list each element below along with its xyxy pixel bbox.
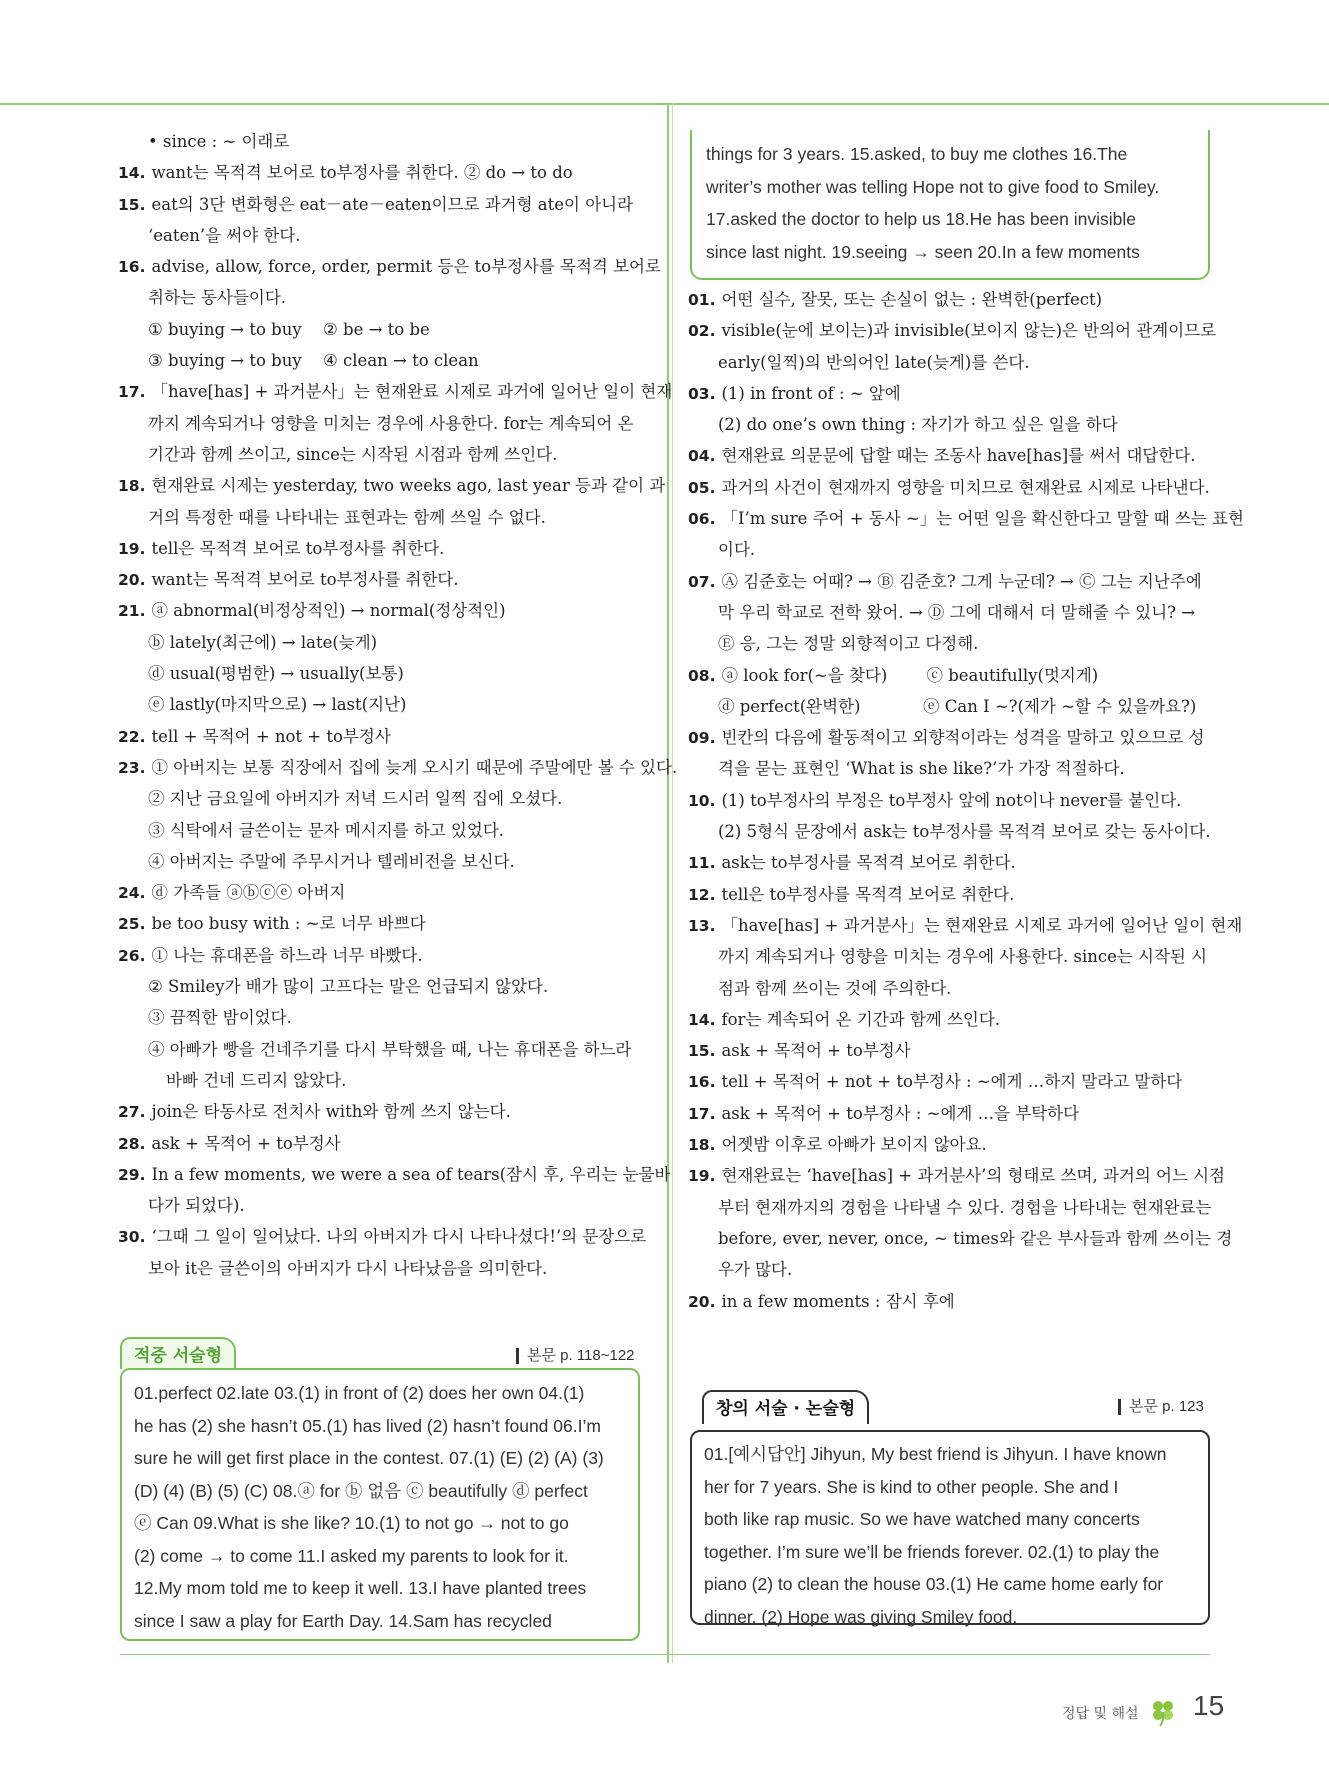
question-number: 10. [688, 791, 716, 810]
answer-text: ⓐ look for(~을 찾다) [721, 665, 888, 685]
answer-line [118, 1002, 648, 1033]
answer-text: 부터 현재까지의 경험을 나타낼 수 있다. 경험을 나타내는 현재완료는 [718, 1197, 1212, 1217]
answer-text: 까지 계속되거나 영향을 미치는 경우에 사용한다. since는 시작된 시 [718, 947, 1208, 967]
answer-line [118, 595, 648, 626]
answer-line [118, 1190, 648, 1221]
answer-line [118, 439, 648, 470]
answer-line [118, 282, 648, 313]
answer-text: ① 아버지는 보통 직장에서 집에 늦게 오시기 때문에 주말에만 볼 수 있다. [151, 757, 678, 777]
answer-text: 이다. [718, 540, 756, 560]
answer-line [688, 1254, 1213, 1285]
answer-line [118, 1128, 648, 1159]
answer-line [118, 971, 648, 1002]
question-number: 18. [688, 1136, 716, 1155]
question-number: 17. [118, 383, 146, 402]
answer-box-line: both like rap music. So we have watched many concerts [704, 1509, 1140, 1529]
answer-line [688, 941, 1213, 972]
question-number: 30. [118, 1228, 146, 1247]
answer-line [688, 315, 1217, 346]
answer-line [118, 1034, 648, 1065]
footer-label: 정답 및 해설 [1062, 1706, 1139, 1722]
answer-text: ① 나는 휴대폰을 하느라 너무 바빴다. [151, 945, 423, 965]
answer-line [688, 753, 1213, 784]
answer-line [118, 220, 648, 251]
answer-text: want는 목적격 보어로 to부정사를 취한다. [151, 570, 459, 590]
answer-text: 보아 it은 글쓴이의 아버지가 다시 나타났음을 의미한다. [148, 1258, 548, 1278]
answer-line [688, 1004, 1213, 1035]
answer-box-line: since last night. 19.seeing → seen 20.In a few moments [706, 241, 1140, 262]
answer-text: 우가 많다. [718, 1260, 793, 1280]
answer-text: ④ clean → to clean [323, 351, 479, 371]
column-divider-inner [672, 103, 673, 1663]
answer-text: 다가 되었다). [148, 1196, 245, 1216]
answer-box-line: ⓔ Can 09.What is she like? 10.(1) to not go → not to go [134, 1513, 569, 1533]
answer-text: ask는 to부정사를 목적격 보어로 취한다. [721, 853, 1016, 873]
answer-box-line: writer’s mother was telling Hope not to give food to Smiley. [706, 176, 1160, 197]
question-number: 07. [688, 572, 716, 591]
answer-line [118, 877, 648, 908]
answer-text: ‘그때 그 일이 일어났다. 나의 아버지가 다시 나타나셨다!’의 문장으로 [151, 1227, 647, 1247]
answer-line [688, 1160, 1226, 1191]
answer-text: • since : ~ 이래로 [148, 132, 290, 151]
answer-text: ④ 아버지는 주말에 주무시거나 텔레비전을 보신다. [148, 851, 515, 871]
answer-text: visible(눈에 보이는)과 invisible(보이지 않는)은 반의어 관계이므로 [721, 321, 1217, 341]
answer-line [118, 783, 648, 814]
answer-box-line: 17.asked the doctor to help us 18.He has been invisible [706, 209, 1137, 229]
answer-line [688, 534, 1213, 565]
answer-text: (2) 5형식 문장에서 ask는 to부정사를 목적격 보어로 갖는 동사이다. [718, 822, 1211, 842]
page-number: 15 [1193, 1690, 1225, 1721]
question-number: 28. [118, 1134, 146, 1153]
answer-line [688, 1192, 1213, 1223]
answer-text: before, ever, never, once, ~ times와 같은 부사들과 함께 쓰이는 경 [718, 1228, 1233, 1248]
answer-line [688, 1286, 1213, 1317]
answer-line [688, 566, 1213, 597]
answer-line [688, 847, 1213, 878]
answer-line [118, 502, 648, 533]
answer-line [118, 1253, 648, 1284]
question-number: 23. [118, 758, 146, 777]
column-divider [667, 103, 669, 1663]
left-column [118, 126, 678, 1284]
answer-line [688, 1223, 1233, 1254]
answer-box-line: 01.perfect 02.late 03.(1) in front of (2) does her own 04.(1) [134, 1383, 585, 1403]
question-number: 09. [688, 729, 716, 748]
answer-line [688, 973, 1213, 1004]
answer-line [118, 752, 678, 783]
answer-line [118, 1159, 671, 1190]
answer-text: 어떤 실수, 잘못, 또는 손실이 없는 : 완벽한(perfect) [721, 290, 1103, 309]
answer-line [688, 1129, 1213, 1160]
answer-text: 「have[has] + 과거분사」는 현재완료 시제로 과거에 일어난 일이 현재 [151, 382, 673, 402]
answer-text: ask + 목적어 + to부정사 [151, 1133, 341, 1153]
question-number: 08. [688, 666, 716, 685]
answer-box-line: together. I’m sure we’ll be friends forever. 02.(1) to play the [704, 1541, 1160, 1562]
answer-text: ask + 목적어 + to부정사 : ~에게 …을 부탁하다 [721, 1103, 1080, 1123]
question-number: 13. [688, 916, 716, 935]
answer-text: 어젯밤 이후로 아빠가 보이지 않아요. [721, 1135, 987, 1155]
answer-line [688, 472, 1213, 503]
question-number: 29. [118, 1165, 146, 1184]
answer-text: ⓒ beautifully(멋지게) [926, 665, 1099, 685]
answer-line [118, 470, 666, 501]
answer-box-creative-writing [690, 1430, 1210, 1625]
answer-box-line: 12.My mom told me to keep it well. 13.I have planted trees [134, 1578, 587, 1598]
page-reference: 본문 p. 123 [1118, 1399, 1204, 1415]
answer-text: (1) to부정사의 부정은 to부정사 앞에 not이나 never를 붙인다. [721, 790, 1182, 810]
answer-text: Ⓔ 응, 그는 정말 외향적이고 다정해. [718, 634, 979, 654]
answer-line [118, 908, 648, 939]
answer-line [688, 660, 1213, 691]
answer-box-line: dinner. (2) Hope was giving Smiley food. [704, 1606, 1018, 1627]
answer-text: in a few moments : 잠시 후에 [721, 1291, 955, 1311]
answer-box-line: (2) come → to come 11.I asked my parents to look for it. [134, 1545, 569, 1566]
question-number: 27. [118, 1103, 146, 1122]
answer-text: 바빠 건네 드리지 않았다. [166, 1070, 347, 1090]
question-number: 15. [118, 195, 146, 214]
section-tab-creative-writing: 창의 서술 · 논술형 [702, 1390, 869, 1424]
answer-text: be too busy with : ~로 너무 바쁘다 [151, 914, 426, 934]
bottom-rule [120, 1654, 1210, 1655]
answer-text: tell은 to부정사를 목적격 보어로 취한다. [721, 884, 1015, 904]
answer-text: ⓔ Can I ~?(제가 ~할 수 있을까요?) [923, 696, 1197, 716]
answer-box-accurate-writing [120, 1368, 640, 1641]
answer-text: 까지 계속되거나 영향을 미치는 경우에 사용한다. for는 계속되어 온 [148, 413, 634, 433]
answer-text: early(일찍)의 반의어인 late(늦게)를 쓴다. [718, 352, 1030, 372]
answer-text: 현재완료 시제는 yesterday, two weeks ago, last year 등과 같이 과 [151, 476, 666, 496]
question-number: 22. [118, 727, 146, 746]
answer-text: 「I’m sure 주어 + 동사 ~」는 어떤 일을 확신한다고 말할 때 쓰는 표현 [721, 509, 1244, 529]
question-number: 16. [118, 258, 146, 277]
answer-text: 막 우리 학교로 전학 왔어. → Ⓓ 그에 대해서 더 말해줄 수 있니? → [718, 602, 1196, 622]
answer-text: tell + 목적어 + not + to부정사 : ~에게 …하지 말라고 말하다 [721, 1072, 1183, 1092]
answer-text: 현재완료 의문문에 답할 때는 조동사 have[has]를 써서 대답한다. [721, 446, 1196, 466]
answer-text: want는 목적격 보어로 to부정사를 취한다. ② do → to do [151, 163, 573, 183]
answer-box-line: since I saw a play for Earth Day. 14.Sam has recycled [134, 1610, 552, 1631]
answer-line [688, 722, 1213, 753]
answer-text: ④ 아빠가 빵을 건네주기를 다시 부탁했을 때, 나는 휴대폰을 하느라 [148, 1039, 632, 1059]
question-number: 05. [688, 478, 716, 497]
answer-line [118, 126, 648, 157]
answer-line [688, 597, 1213, 628]
answer-text: ③ 식탁에서 글쓴이는 문자 메시지를 하고 있었다. [148, 820, 505, 840]
question-number: 01. [688, 291, 716, 309]
question-number: 19. [688, 1167, 716, 1186]
question-number: 04. [688, 447, 716, 466]
answer-line [118, 1065, 648, 1096]
question-number: 03. [688, 384, 716, 403]
answer-text: ⓑ lately(최근에) → late(늦게) [148, 632, 378, 652]
answer-line [688, 347, 1213, 378]
question-number: 19. [118, 539, 146, 558]
section-tab-accurate-writing: 적중 서술형 [120, 1337, 236, 1369]
answer-line [118, 846, 648, 877]
answer-line [118, 940, 648, 971]
answer-text: ② be → to be [323, 319, 430, 339]
answer-box-line: (D) (4) (B) (5) (C) 08.ⓐ for ⓑ 없음 ⓒ beautifully ⓓ perfect [134, 1480, 588, 1501]
answer-line [688, 284, 1213, 315]
answer-text: ⓔ lastly(마지막으로) → last(지난) [148, 695, 407, 715]
answer-text: ② 지난 금요일에 아버지가 저녁 드시러 일찍 집에 오셨다. [148, 789, 563, 809]
answer-line [688, 440, 1213, 471]
question-number: 24. [118, 884, 146, 903]
answer-line [118, 689, 648, 720]
answer-text: 빈칸의 다음에 활동적이고 외향적이라는 성격을 말하고 있으므로 성 [721, 728, 1205, 748]
answer-text: (2) do one’s own thing : 자기가 하고 싶은 일을 하다 [718, 415, 1118, 435]
question-number: 26. [118, 946, 146, 965]
answer-line [118, 376, 673, 407]
answer-text: 과거의 사건이 현재까지 영향을 미치므로 현재완료 시제로 나타낸다. [721, 477, 1210, 497]
question-number: 17. [688, 1104, 716, 1123]
question-number: 20. [688, 1292, 716, 1311]
question-number: 15. [688, 1042, 716, 1061]
top-rule [0, 103, 1329, 105]
question-number: 06. [688, 510, 716, 529]
clover-icon [1148, 1697, 1178, 1727]
answer-line [118, 157, 648, 188]
question-number: 25. [118, 915, 146, 934]
answer-line [688, 1066, 1213, 1097]
answer-text: ⓓ 가족들 ⓐⓑⓒⓔ 아버지 [151, 883, 346, 903]
answer-line [688, 691, 1213, 722]
answer-text: for는 계속되어 온 기간과 함께 쓰인다. [721, 1009, 1001, 1029]
question-number: 12. [688, 885, 716, 904]
answer-text: join은 타동사로 전치사 with와 함께 쓰지 않는다. [151, 1102, 511, 1122]
question-number: 16. [688, 1073, 716, 1092]
answer-text: 현재완료는 ‘have[has] + 과거분사’의 형태로 쓰며, 과거의 어느 시점 [721, 1166, 1226, 1186]
answer-text: ③ 끔찍한 밤이었다. [148, 1008, 292, 1028]
answer-text: ask + 목적어 + to부정사 [721, 1041, 911, 1061]
page-reference: 본문 p. 118~122 [516, 1348, 635, 1364]
answer-box-line: things for 3 years. 15.asked, to buy me clothes 16.The [706, 144, 1128, 164]
answer-text: 점과 함께 쓰이는 것에 주의한다. [718, 978, 952, 998]
question-number: 14. [118, 164, 146, 183]
question-number: 02. [688, 322, 716, 341]
answer-text: 「have[has] + 과거분사」는 현재완료 시제로 과거에 일어난 일이 현재 [721, 915, 1243, 935]
answer-line [118, 314, 648, 345]
answer-text: tell + 목적어 + not + to부정사 [151, 726, 391, 746]
question-number: 14. [688, 1010, 716, 1029]
answer-line [118, 815, 648, 846]
answer-line [118, 408, 648, 439]
answer-line [688, 879, 1213, 910]
answer-line [118, 658, 648, 689]
answer-box-line: he has (2) she hasn’t 05.(1) has lived (2) hasn’t found 06.I’m [134, 1415, 601, 1436]
right-column [688, 284, 1244, 1317]
answer-line [118, 345, 648, 376]
answer-text: 취하는 동사들이다. [148, 288, 287, 308]
answer-text: ① buying → to buy [148, 319, 302, 339]
answer-line [118, 1221, 648, 1252]
answer-line [118, 564, 648, 595]
answer-text: Ⓐ 김준호는 어때? → Ⓑ 김준호? 그게 누군데? → Ⓒ 그는 지난주에 [721, 571, 1202, 591]
answer-box-line: 01.[예시답안] Jihyun, My best friend is Jihyun. I have known [704, 1444, 1167, 1464]
answer-line [118, 251, 661, 282]
answer-line [118, 1096, 648, 1127]
answer-text: eat의 3단 변화형은 eat－ate－eaten이므로 과거형 ate이 아니라 [151, 194, 634, 214]
question-number: 20. [118, 571, 146, 590]
answer-line [688, 910, 1243, 941]
answer-text: 거의 특정한 때를 나타내는 표현과는 함께 쓰일 수 없다. [148, 507, 546, 527]
answer-line [688, 1035, 1213, 1066]
answer-text: ③ buying → to buy [148, 351, 302, 371]
answer-line [118, 189, 648, 220]
answer-box-line: her for 7 years. She is kind to other people. She and I [704, 1476, 1119, 1497]
answer-line [688, 816, 1213, 847]
answer-text: ⓓ usual(평범한) → usually(보통) [148, 664, 404, 684]
answer-line [688, 409, 1213, 440]
question-number: 18. [118, 477, 146, 496]
answer-text: ⓐ abnormal(비정상적인) → normal(정상적인) [151, 601, 506, 621]
answer-line [118, 627, 648, 658]
answer-text: advise, allow, force, order, permit 등은 to부정사를 목적격 보어로 [151, 257, 661, 277]
answer-line [688, 628, 1213, 659]
answer-line [118, 721, 648, 752]
answer-text: (1) in front of : ~ 앞에 [721, 383, 901, 403]
answer-text: 격을 묻는 표현인 ‘What is she like?’가 가장 적절하다. [718, 759, 1125, 779]
question-number: 11. [688, 854, 716, 873]
answer-box-line: sure he will get first place in the contest. 07.(1) (E) (2) (A) (3) [134, 1448, 604, 1468]
answer-line [688, 1098, 1213, 1129]
answer-text: ⓓ perfect(완벽한) [718, 696, 861, 716]
answer-text: ② Smiley가 배가 많이 고프다는 말은 언급되지 않았다. [148, 977, 549, 997]
answer-text: 기간과 함께 쓰이고, since는 시작된 시점과 함께 쓰인다. [148, 444, 558, 464]
answer-line [688, 378, 1213, 409]
answer-line [118, 533, 648, 564]
question-number: 21. [118, 602, 146, 621]
answer-line [688, 503, 1244, 534]
answer-box-line: piano (2) to clean the house 03.(1) He came home early for [704, 1574, 1164, 1594]
answer-box-continued [690, 130, 1210, 280]
answer-text: tell은 목적격 보어로 to부정사를 취한다. [151, 538, 445, 558]
answer-text: ‘eaten’을 써야 한다. [148, 225, 301, 245]
answer-line [688, 785, 1213, 816]
answer-text: In a few moments, we were a sea of tears(잠시 후, 우리는 눈물바 [151, 1164, 671, 1184]
